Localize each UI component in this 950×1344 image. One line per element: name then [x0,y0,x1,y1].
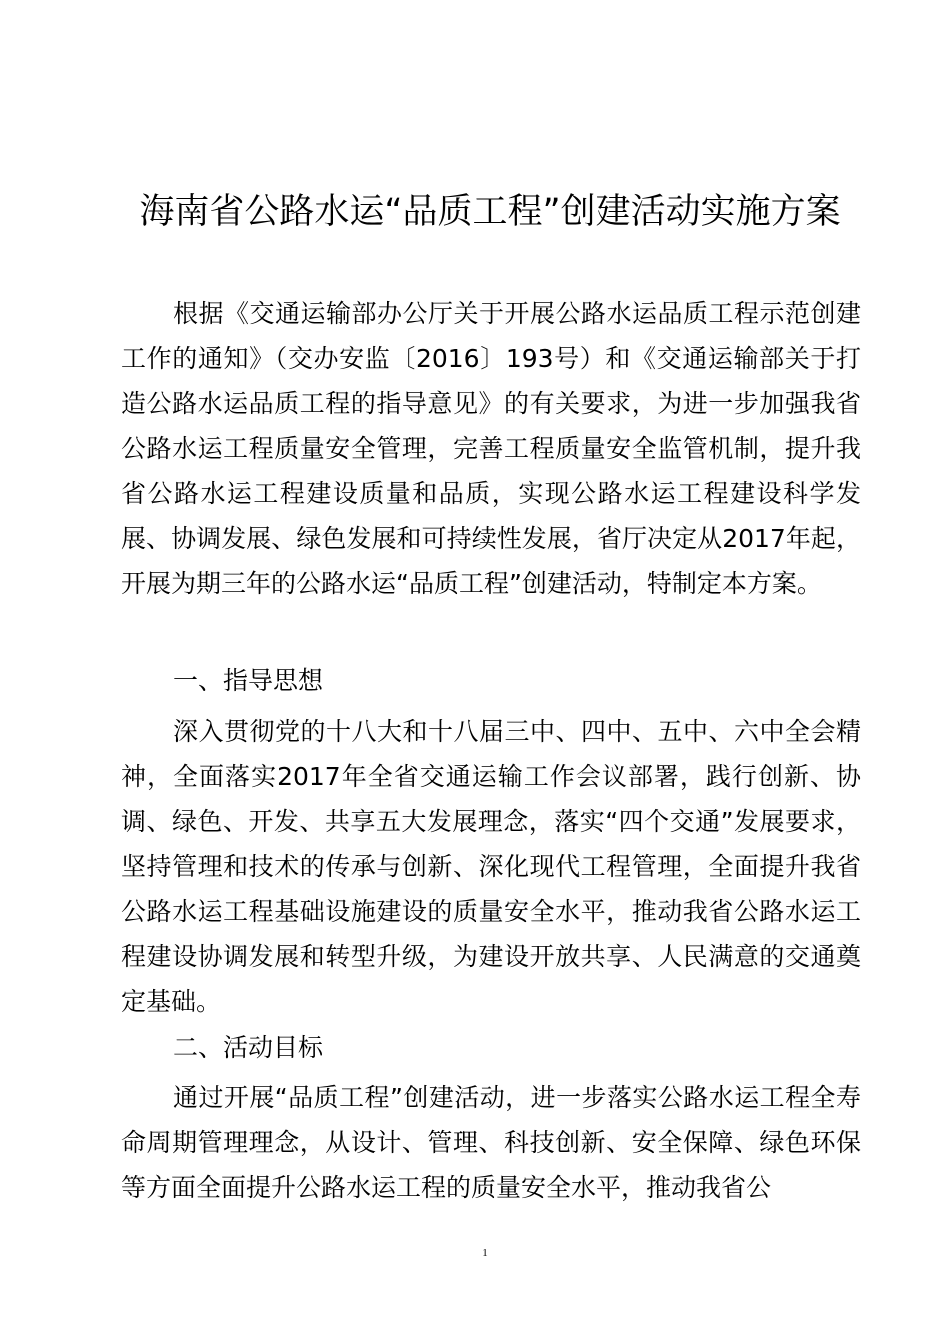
section-heading-guiding-ideology: 一、指导思想 [173,666,324,695]
body-paragraph: 深入贯彻党的十八大和十八届三中、四中、五中、六中全会精神，全面落实2017年全省交通运输工作会议部署，践行创新、协调、绿色、开发、共享五大发展理念，落实“四个交通”发展要求，坚持管理和技术的传承与创新、深化现代工程管理，全面提升我省公路水运工程基础设施建设的质量安全水平，推动我省公路水运工程建设协调发展和转型升级，为建设开放共享、人民满意的交通奠定基础。 [121,717,861,1016]
body-paragraph-1-block [121,291,861,606]
section-heading-2-block [121,1025,861,1070]
body-paragraph-2-block [121,709,861,1024]
body-paragraph: 根据《交通运输部办公厅关于开展公路水运品质工程示范创建工作的通知》（交办安监〔2016〕193号）和《交通运输部关于打造公路水运品质工程的指导意见》的有关要求，为进一步加强我省公路水运工程质量安全管理，完善工程质量安全监管机制，提升我省公路水运工程建设质量和品质，实现公路水运工程建设科学发展、协调发展、绿色发展和可持续性发展，省厅决定从2017年起，开展为期三年的公路水运“品质工程”创建活动，特制定本方案。 [121,299,861,598]
page-number: 1 [482,1247,488,1259]
body-paragraph: 通过开展“品质工程”创建活动，进一步落实公路水运工程全寿命周期管理理念，从设计、管理、科技创新、安全保障、绿色环保等方面全面提升公路水运工程的质量安全水平，推动我省公 [121,1083,861,1202]
body-paragraph-3-block [121,1075,861,1210]
section-heading-1-block [121,658,861,703]
document-title: 海南省公路水运“品质工程”创建活动实施方案 [139,192,841,232]
section-heading-activity-goals: 二、活动目标 [173,1033,324,1062]
